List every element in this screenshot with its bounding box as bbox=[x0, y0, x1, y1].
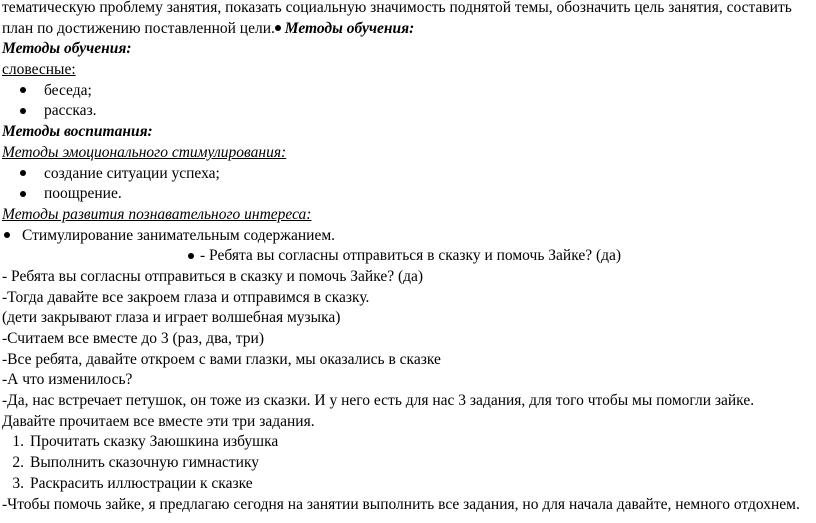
text-line bbox=[2, 0, 814, 19]
list-item bbox=[2, 81, 814, 102]
list-item-text: Прочитать сказку Заюшкина избушка bbox=[30, 433, 279, 451]
list-item-text: беседа; bbox=[44, 81, 92, 99]
paragraph-text: тематическую проблему занятия, показать социальную значимость поднятой темы, обозначить цель занятия, составить bbox=[2, 0, 792, 16]
bullet-icon bbox=[20, 108, 26, 114]
list-item-text: Раскрасить иллюстрации к сказке bbox=[30, 474, 253, 492]
document-page bbox=[2, 0, 814, 515]
subheading-cognitive: Методы развития познавательного интереса: bbox=[2, 205, 312, 223]
dialogue-line: -Считаем все вместе до 3 (раз, два, три) bbox=[2, 330, 264, 347]
subheading-emotional: Методы эмоционального стимулирования: bbox=[2, 143, 287, 161]
bullet-icon bbox=[20, 87, 26, 93]
numbered-list-item bbox=[2, 453, 814, 474]
list-item bbox=[2, 246, 814, 267]
dialogue-line: (дети закрывают глаза и играет волшебная музыка) bbox=[2, 309, 341, 327]
bullet-icon bbox=[275, 25, 281, 31]
list-number: 3. bbox=[12, 474, 24, 492]
list-item-text: поощрение. bbox=[44, 185, 122, 203]
numbered-list-item bbox=[2, 432, 814, 453]
list-item-text: создание ситуации успеха; bbox=[44, 164, 220, 182]
bullet-icon bbox=[188, 253, 194, 259]
inline-heading: Методы обучения: bbox=[280, 19, 415, 37]
dialogue-line: -Тогда давайте все закроем глаза и отправимся в сказку. bbox=[2, 288, 370, 306]
dialogue-line: Давайте прочитаем все вместе эти три задания. bbox=[2, 412, 315, 430]
subheading-verbal: словесные: bbox=[2, 61, 76, 79]
bullet-icon bbox=[20, 170, 26, 176]
dialogue-line: -Чтобы помочь зайке, я предлагаю сегодня на занятии выполнить все задания, но для начала давайте, немного отдохнем. bbox=[2, 495, 800, 513]
list-number: 2. bbox=[12, 454, 24, 472]
list-item-text: Выполнить сказочную гимнастику bbox=[30, 454, 260, 472]
list-item-text: рассказ. bbox=[44, 102, 97, 120]
list-item-text: - Ребята вы согласны отправиться в сказку и помочь Зайке? (да) bbox=[200, 247, 622, 265]
list-item-text: Стимулирование занимательным содержанием. bbox=[22, 226, 336, 244]
list-item bbox=[2, 226, 814, 247]
paragraph-text: план по достижению поставленной цели. bbox=[2, 19, 275, 37]
dialogue-line: - Ребята вы согласны отправиться в сказку и помочь Зайке? (да) bbox=[2, 267, 424, 285]
list-item bbox=[2, 164, 814, 185]
dialogue-line: -А что изменилось? bbox=[2, 371, 133, 389]
list-item bbox=[2, 101, 814, 122]
heading-methods-teaching: Методы обучения: bbox=[2, 40, 132, 58]
text-line bbox=[2, 19, 814, 40]
bullet-icon bbox=[20, 191, 26, 197]
list-number: 1. bbox=[12, 433, 24, 451]
dialogue-line: -Да, нас встречает петушок, он тоже из сказки. И у него есть для нас 3 задания, для того чтобы мы помогли зайке. bbox=[2, 392, 755, 410]
list-item bbox=[2, 184, 814, 205]
heading-methods-upbringing: Методы воспитания: bbox=[2, 123, 153, 141]
numbered-list-item bbox=[2, 474, 814, 495]
bullet-icon bbox=[4, 232, 10, 238]
dialogue-line: -Все ребята, давайте откроем с вами глазки, мы оказались в сказке bbox=[2, 350, 441, 368]
